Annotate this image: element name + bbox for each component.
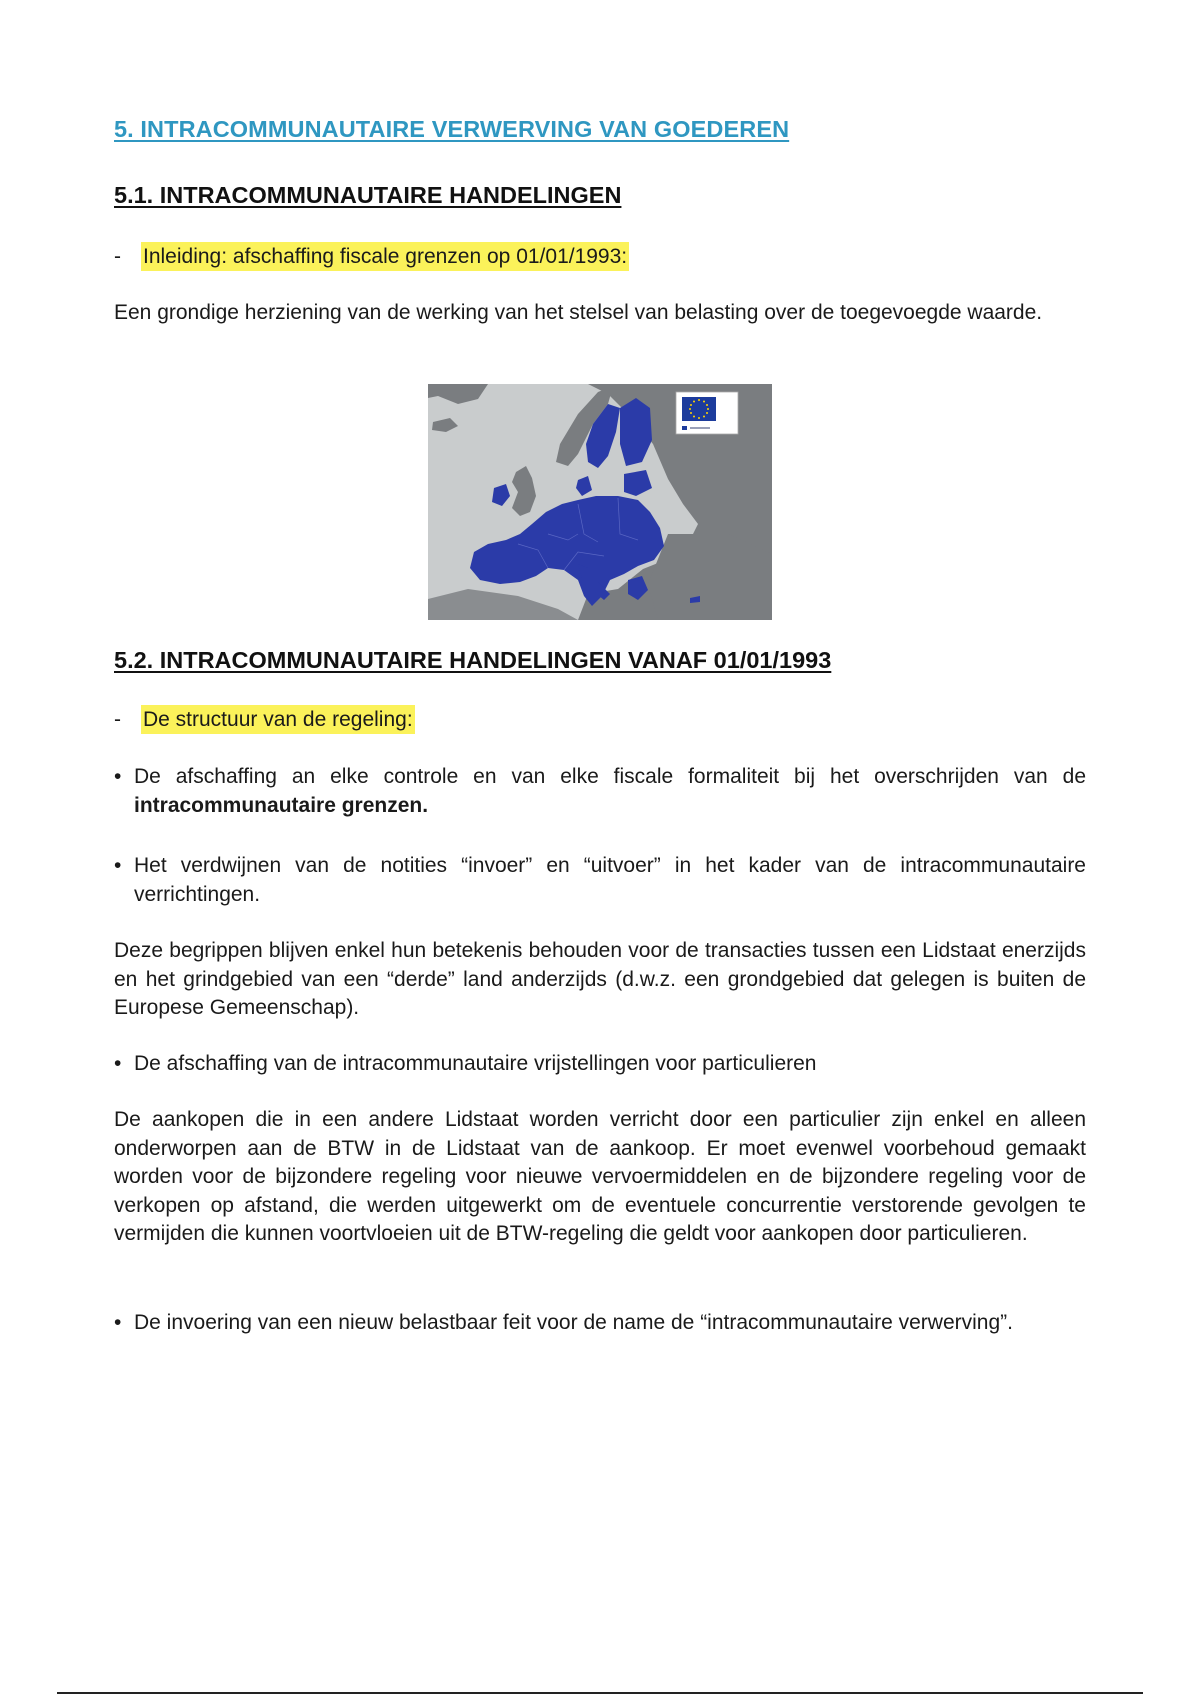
dash-marker: - [114,708,121,731]
structure-dash-item [114,708,415,732]
bullet-marker: • [114,854,122,877]
bullet-marker: • [114,765,122,788]
eu-map-graphic [428,384,772,620]
intro-highlight-label: Inleiding: afschaffing fiscale grenzen op 01/01/1993: [141,242,629,271]
purchases-paragraph: De aankopen die in een andere Lidstaat worden verricht door een particulier zijn enkel en alleen onderworpen aan de BTW in de Lidstaat van de aankoop. Er moet evenwel voorbehoud gemaakt worden voor de bijzondere regeling voor nieuwe vervoermiddelen en de bijzondere regeling voor de verkopen op afstand, die werden uitgewerkt om de eventuele concurrentie verstorende gevolgen te vermijden die kunnen voortvloeien uit de BTW-regeling die geldt voor aankopen door particulieren. [114,1108,1086,1245]
intro-dash-item [114,245,629,269]
bullet-3-text: De afschaffing van de intracommunautaire vrijstellingen voor particulieren [134,1052,817,1075]
eu-map-image [428,384,772,620]
section-5-2-heading: 5.2. INTRACOMMUNAUTAIRE HANDELINGEN VANAF 01/01/1993 [114,647,832,673]
bottom-divider [57,1692,1143,1694]
section-5-1-heading: 5.1. INTRACOMMUNAUTAIRE HANDELINGEN [114,182,622,208]
terms-paragraph: Deze begrippen blijven enkel hun betekenis behouden voor de transacties tussen een Lidstaat enerzijds en het grindgebied van een “derde” land anderzijds (d.w.z. een grondgebied dat gelegen is buiten de Europese Gemeenschap). [114,939,1086,1019]
bullet-4-text: De invoering van een nieuw belastbaar feit voor de name de “intracommunautaire verwerving”. [134,1311,1013,1334]
bullet-1-text: De afschaffing an elke controle en van elke fiscale formaliteit bij het overschrijden van de [134,765,1086,788]
bullet-2-text: Het verdwijnen van de notities “invoer” en “uitvoer” in het kader van de intracommunautaire verrichtingen. [134,854,1086,906]
bullet-item-4 [114,1309,1086,1338]
intro-paragraph: Een grondige herziening van de werking van het stelsel van belasting over de toegevoegde waarde. [114,301,1043,324]
dash-marker: - [114,245,121,268]
section-5-heading: 5. INTRACOMMUNAUTAIRE VERWERVING VAN GOEDEREN [114,116,790,142]
bullet-1-bold-text: intracommunautaire grenzen. [134,793,429,817]
bullet-item-2 [114,852,1086,909]
bullet-marker: • [114,1311,122,1334]
bullet-item-3 [114,1050,1086,1079]
bullet-marker: • [114,1052,122,1075]
structure-highlight-label: De structuur van de regeling: [141,705,415,734]
bullet-item-1 [114,763,1086,820]
